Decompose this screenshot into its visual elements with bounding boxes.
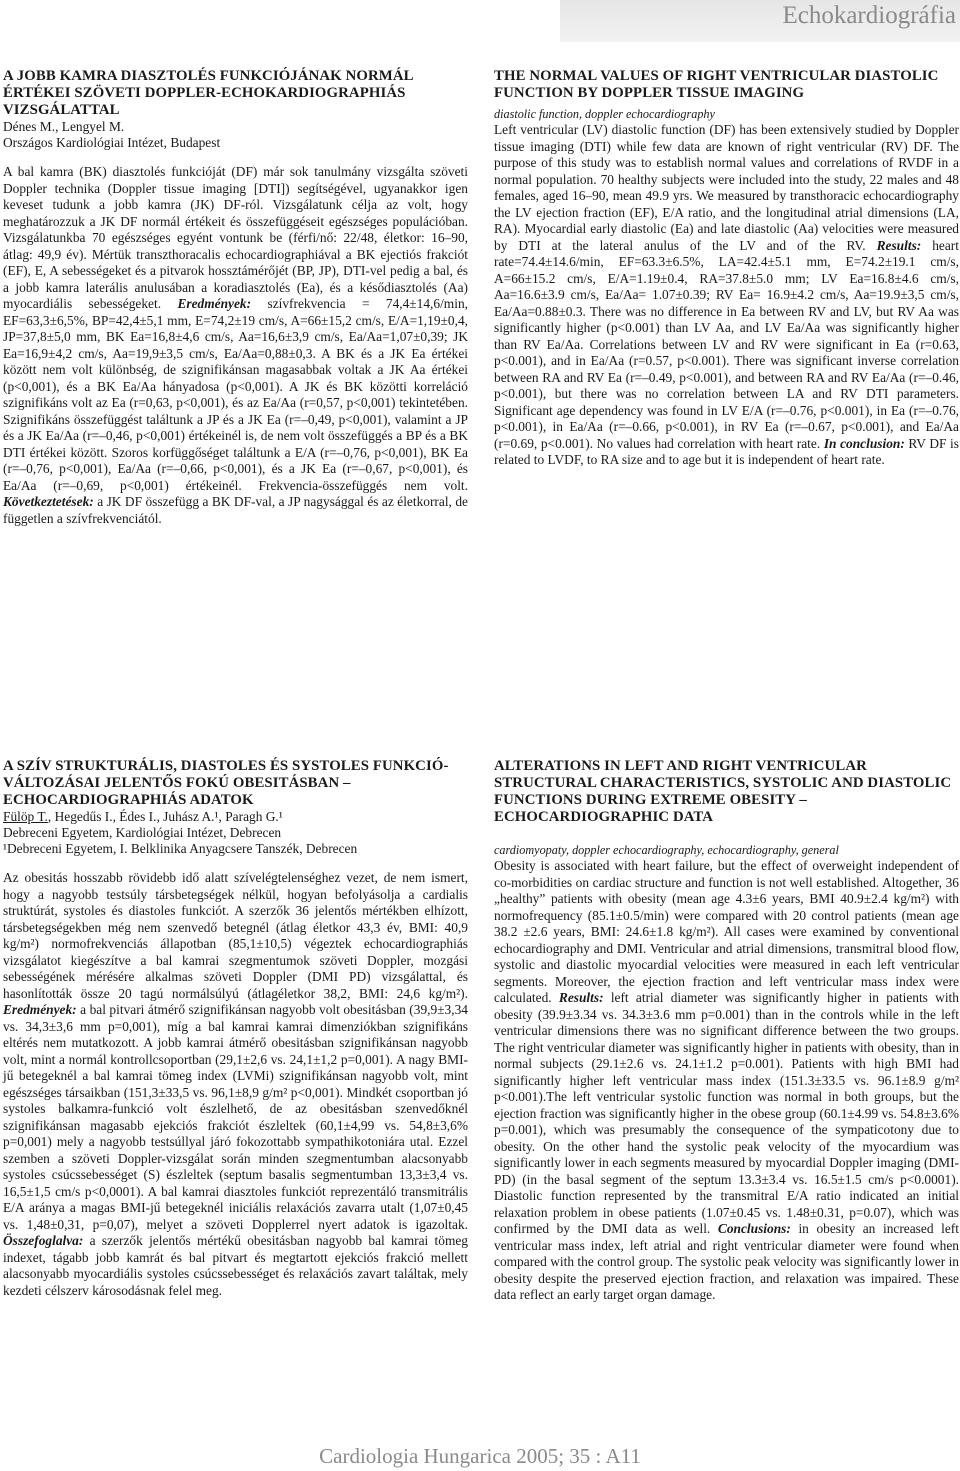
abstract-hu-rv-diastolic bbox=[3, 68, 468, 527]
abstract-conclusion-label: In conclusion: bbox=[823, 435, 905, 451]
abstract-results-label: Results: bbox=[876, 237, 922, 253]
abstract-body bbox=[494, 858, 959, 1304]
abstract-en-rv-diastolic bbox=[494, 68, 959, 469]
abstract-results-label: Results: bbox=[558, 990, 604, 1005]
co-authors: , Hegedűs I., Édes I., Juhász A.¹, Paragh G.¹ bbox=[47, 809, 283, 824]
abstract-conclusion-label: Következtetések: bbox=[3, 494, 94, 509]
abstract-keywords: cardiomyopaty, doppler echocardiography, echocardiography, general bbox=[494, 843, 839, 857]
abstract-text-conclusion: a szerzők jelentős mértékű obesitásban nagyobb bal kamrai tömeg indexet, tágabb jobb kamrát és bal pitvart és megtartott ejekciós frakció mellett alacsonyabb myocardiális systoles csúcssebességet és relaxációs zavart találtak, mely kezdeti célszerv károsodásnak felel meg. bbox=[3, 1233, 469, 1298]
abstract-keywords: diastolic function, doppler echocardiography bbox=[494, 107, 715, 121]
abstract-text-results: szívfrekvencia = 74,4±14,6/min, EF=63,3±6,5%, BP=42,4±5,1 mm, E=74,2±19 cm/s, A=66±15,2 cm/s, E/A=1,19±0,4, JP=37,8±5,0 mm, BK Ea=16,8±4,6 cm/s, Aa=16,6±3,9 cm/s, Ea/Aa=1,07±0,39; JK Ea=16,9±4,2 cm/s, Aa=19,9±3,5 cm/s, Ea/Aa=0,88±0,3. A BK és a JK Ea értékei között nem volt különbség, de szignifikánsan magasabbak voltak a JK Aa értékei (p<0,001), és a BK Ea/Aa hányadosa (p<0,001). A JK és BK közötti korreláció szignifikáns volt az Ea (r=0,63, p<0,001), és az Ea/Aa (r=0,57, p<0,001) tekintetében. Szignifikáns összefüggést találtunk a JP és a JK Ea (r=–0,49, p<0,001), valamint a JP és a JK Ea/Aa (r=–0,46, p<0,001) értékeinél is, de nem volt összefüggés a BP és a BK DTI értékei között. Szoros korfüggőséget találtunk a E/A (r=–0,76, p<0,001), BK Ea (r=–0,76, p<0,001), Ea/Aa (r=–0,66, p<0,001), és a JK Ea (r=–0,67, p<0,001), és Ea/Aa (r=–0,69, p<0,001) értékeinél. Frekvencia-összefüggés nem volt. bbox=[3, 296, 468, 493]
abstract-body bbox=[3, 164, 468, 527]
abstract-text-results: left atrial diameter was significantly higher in patients with obesity (39.9±3.34 vs. 34.3±3.6 mm p=0.001) than in the controls while in the left ventricular dimensions there was no significant difference between the two groups. The right ventricular diameter was significantly higher in patients with obesity, than in normal subjects (29.1±2.6 vs. 24.1±1.2 p=0.001). Patients with high BMI had significantly higher left ventricular mass index (151.3±33.5 vs. 96.1±8.9 g/m² p<0.001).The left ventricular systolic function was normal in both groups, but the ejection fraction was significantly higher in the obese group (60.1±4.99 vs. 54.8±3.6% p=0.001), which was presumably the consequence of the sympaticotony due to obesity. On the other hand the systolic peak velocity of the myocardium was significantly lower in each segments measured by myocardial Doppler imaging (DMI-PD) (in the basal segment of the septum 13.3±3.4 vs. 16.5±1.5 cm/s p<0.0001). Diastolic function represented by the transmitral E/A ratio indicated an initial relaxation problem in obese patients (1.07±0.45 vs. 1.48±0.31, p=0.07), which was confirmed by the DMI data as well. bbox=[494, 990, 959, 1236]
abstract-results-label: Eredmények: bbox=[3, 1002, 77, 1017]
abstract-title: THE NORMAL VALUES OF RIGHT VENTRICULAR DIASTOLIC FUNCTION BY DOPPLER TISSUE IMAGING bbox=[494, 68, 939, 101]
abstract-institution: Országos Kardiológiai Intézet, Budapest bbox=[3, 135, 221, 150]
abstract-conclusion-label: Összefoglalva: bbox=[3, 1233, 84, 1248]
section-title: Echokardiográfia bbox=[782, 2, 956, 29]
abstract-title: A JOBB KAMRA DIASZTOLÉS FUNKCIÓJÁNAK NORMÁL ÉRTÉKEI SZÖVETI DOPPLER-ECHOKARDIOGRAPHIÁS VIZSGÁLATTAL bbox=[3, 68, 413, 118]
abstract-institution-secondary: ¹Debreceni Egyetem, I. Belklinika Anyagcsere Tanszék, Debrecen bbox=[3, 841, 358, 856]
journal-citation: Cardiologia Hungarica 2005; 35 : A11 bbox=[319, 1444, 641, 1468]
abstract-text-conclusion: a JK DF összefügg a BK DF-val, a JP nagysággal és az életkorral, de független a szívfrekvenciától. bbox=[3, 494, 468, 526]
abstract-institution: Debreceni Egyetem, Kardiológiai Intézet, Debrecen bbox=[3, 825, 282, 840]
abstract-text-intro: Obesity is associated with heart failure, but the effect of overweight independent of co-morbidities on cardiac structure and function is not well established. Altogether, 36 „healthy” patients with obesity (mean age 4.3±6 years, BMI 40.9±2.4 kg/m²) with normofrequency (85.1±0.5/min) were compared with 20 control patients (mean age 38.2 ±2.6 years, BMI: 24.6±1.8 kg/m²). All cases were examined by conventional echocardiography and DMI. Ventricular and atrial dimensions, transmitral blood flow, systolic and diastolic myocardial velocities were measured in each left ventricular segments. Moreover, the ejection fraction and left ventricular mass index were calculated. bbox=[494, 858, 959, 1005]
abstract-text-conclusion: in obesity an increased left ventricular mass index, left atrial and right ventricular diameter were found when compared with the control group. The systolic peak velocity was significantly lower in obesity despite the preserved ejection fraction, and relaxation was impaired. These data reflect an early target organ damage. bbox=[494, 1221, 959, 1302]
abstract-text-results: heart rate=74.4±14.6/min, EF=63.3±6.5%, LA=42.4±5.1 mm, E=74.2±19.1 cm/s, A=66±15.2 cm/s, E/A=1.19±0.4, RA=37.8±5.0 mm; LV Ea=16.8±4.6 cm/s, Aa=16.6±3.9 cm/s, Ea/Aa= 1.07±0.39; RV Ea= 16.9±4.2 cm/s, Aa=19.9±3,5 cm/s, Ea/Aa=0.88±0.3. There was no difference in Ea between RV and LV, but RV Aa was significantly higher (p<0.001) than LV Aa, and LV Ea/Aa was significantly higher than RV Ea/Aa. Correlations between LV and RV were significant in Ea (r=0.63, p<0.001), and in Ea/Aa (r=0.57, p<0.001). There was significant inverse correlation between RA and RV Ea (r=–0.49, p<0.001), and between RA and RV Ea/Aa (r=–0.46, p<0.001), but there was no correlation between LA and RV DTI parameters. Significant age dependency was found in LV E/A (r=–0.76, p<0.001), in Ea (r=–0.76, p<0.001), in Ea/Aa (r=–0.66, p<0.001), in RV Ea (r=–0.67, p<0.001), and Ea/Aa (r=0.69, p<0.001). No values had correlation with heart rate. bbox=[494, 237, 959, 451]
running-head bbox=[560, 0, 960, 42]
abstract-body bbox=[494, 122, 959, 469]
abstract-body bbox=[3, 870, 468, 1299]
presenting-author: Fülöp T. bbox=[3, 809, 48, 824]
abstract-text-results: a bal pitvari átmérő szignifikánsan nagyobb volt obesitásban (39,9±3,34 vs. 34,3±3,6 mm p=0,001), míg a bal kamrai kamrai dimenziókban szignifikáns eltérés nem mutatkozott. A jobb kamrai átmérő obesitásban szignifikánsan nagyobb volt, mint a normál kontrollcsoportban (29,1±2,6 vs. 24,1±1,2 p=0,001). A nagy BMI-jű betegeknél a bal kamrai tömeg index (LVMi) szignifikánsan nagyobb volt, mint egészséges társaikban (151,3±33,5 vs. 96,1±8,9 g/m² p<0,001). Mindkét csoportban jó systoles balkamra-funkció volt észlelhető, de az obesitásban szenvedőknél szignifikánsan magasabb ejekciós frakciót észleltek (60,1±4,99 vs. 54,8±3,6% p=0,001) mely a nagyobb testsúllyal járó fokozottabb sympathikotoniára utal. Ezzel szemben a szöveti Doppler-vizsgálat során minden szegmentumban alacsonyabb systoles csúcssebességet (S) észleltek (septum basalis segmentumban 13,3±3,4 vs. 16,5±1,5 cm/s p<0,0001). A bal kamrai diasztoles funkciót reprezentáló transmitrális E/A aránya a magas BMI-jű betegeknél iniciális relaxációs zavarra utalt (1,07±0,45 vs. 1,48±0,31, p=0,07), melyet a szöveti Dopplerrel nyert adatok is igazoltak. bbox=[3, 1002, 468, 1232]
abstract-title: A SZÍV STRUKTURÁLIS, DIASTOLES ÉS SYSTOLES FUNKCIÓ-VÁLTOZÁSAI JELENTŐS FOKÚ OBESITÁSBAN – ECHOCARDIOGRAPHIÁS ADATOK bbox=[3, 758, 449, 808]
abstract-text-intro: Left ventricular (LV) diastolic function (DF) has been extensively studied by Doppler tissue imaging (DTI) while few data are known of right ventricular (RV) DF. The purpose of this study was to establish normal values and correlations of RVDF in a normal population. 70 healthy subjects were included into the study, 22 males and 48 females, aged 16–90, mean 49.9 yrs. We measured by transthoracic echocardiography the LV ejection fraction (EF), E/A ratio, and the longitudinal atrial dimensions (LA, RA). Myocardial early diastolic (Ea) and late diastolic (Aa) velocities were measured by DTI at the lateral anulus of the LV and of the RV. bbox=[494, 122, 959, 253]
abstract-text-intro: Az obesitás hosszabb rövidebb idő alatt szívelégtelenséghez vezet, de nem ismert, hogy a nagyobb testsúly társbetegségek nélkül, hogyan befolyásolja a cardialis struktúrát, systoles és diastoles funkciót. A szerzők 36 jelentős mértékben elhízott, társbetegségekben még nem szenvedő betegnél (átlag életkor 43,3 év, BMI: 40,9 kg/m²) normofrekvenciás állapotban (85,1±10,5) végeztek echocardiographiás vizsgálatot kiegészítve a bal kamrai szegmentumok szöveti Doppler, mozgási sebességének mérésére alkalmas szöveti Doppler (DMI PD) vizsgálattal, és hasonlították össze 20 tagú normálsúlyú (átlagéletkor 38,2, BMI: 24,6 kg/m²). bbox=[3, 870, 468, 1001]
abstract-hu-obesity bbox=[3, 758, 468, 1299]
abstract-title: ALTERATIONS IN LEFT AND RIGHT VENTRICULAR STRUCTURAL CHARACTERISTICS, SYSTOLIC AND DIASTOLIC FUNCTIONS DURING EXTREME OBESITY – ECHOCARDIOGRAPHIC DATA bbox=[494, 758, 952, 825]
abstract-conclusion-label: Conclusions: bbox=[717, 1221, 791, 1236]
abstract-text-intro: A bal kamra (BK) diasztolés funkcióját (DF) már sok tanulmány vizsgálta szöveti Doppler technika (Doppler tissue imaging [DTI]) segítségével, ugyanakkor igen keveset tudunk a jobb kamra (JK) DF-ról. Vizsgálatunk célja az volt, hogy meghatározzuk a JK DF normál értékeit és összefüggéseit egészséges populációban. Vizsgálatunkba 70 egészséges egyént vontunk be (férfi/nő: 22/48, életkor: 16–90, átlag: 49,9 év). Mértük transzthoracalis echocardiographiával a BK ejectiós frakciót (EF), E, A sebességeket és a pitvarok hossztámérőjét (BP, JP), DTI-vel pedig a bal, és a jobb kamra laterális anulusában a koradiasztolés (Ea), és a késődiasztolés (Aa) myocardiális sebességeket. bbox=[3, 164, 468, 311]
abstract-authors: Dénes M., Lengyel M. bbox=[3, 119, 125, 134]
abstract-results-label: Eredmények: bbox=[177, 296, 252, 311]
abstract-text-conclusion: RV DF is related to LVDF, to RA size and to age but it is independent of heart rate. bbox=[494, 435, 959, 467]
abstract-authors bbox=[3, 809, 468, 825]
abstract-en-obesity bbox=[494, 758, 959, 1304]
